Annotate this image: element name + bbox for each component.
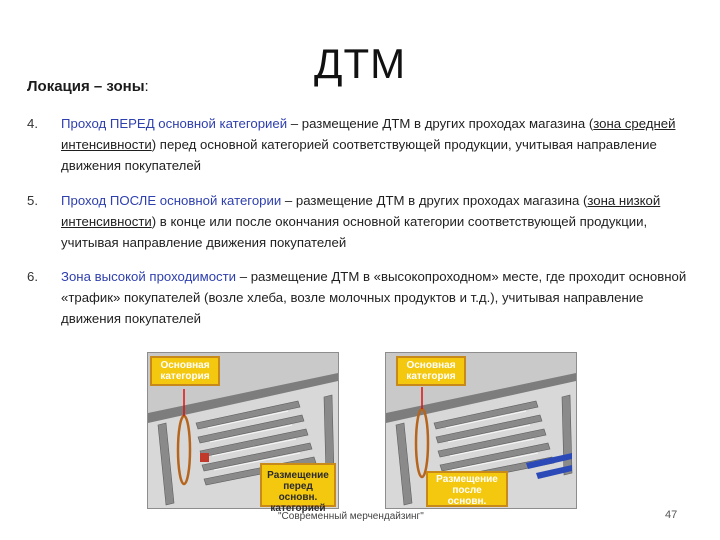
list-item bbox=[27, 113, 697, 176]
label-main-category: Основная категория bbox=[396, 356, 466, 386]
label-main-category: Основная категория bbox=[150, 356, 220, 386]
store-plan-left bbox=[147, 352, 339, 514]
item-tail: ) перед основной категорией соответствующей продукции, учитывая направление движения покупателей bbox=[61, 137, 657, 173]
footer-text: "Современный мерчендайзинг" bbox=[278, 511, 424, 522]
list-item bbox=[27, 266, 697, 329]
item-lead: Проход ПОСЛЕ основной категории bbox=[61, 193, 282, 208]
item-mid: – размещение ДТМ в других проходах магазина ( bbox=[287, 116, 594, 131]
store-plan-right bbox=[385, 352, 577, 518]
slide-subtitle bbox=[27, 78, 149, 95]
item-lead: Зона высокой проходимости bbox=[61, 269, 237, 284]
placement-marker bbox=[200, 453, 209, 462]
item-zone: зона средней интенсивности bbox=[61, 116, 676, 152]
label-placement-before: Размещение перед основн. категорией bbox=[260, 463, 336, 507]
item-number: 4. bbox=[27, 116, 38, 131]
item-mid: – размещение ДТМ в «высокопроходном» месте, где проходит основной «трафик» покупателей (возле хлеба, возле молочных продуктов и т.д.), учитывая направление движения покупателей bbox=[61, 269, 687, 326]
item-number: 6. bbox=[27, 269, 38, 284]
list-item bbox=[27, 190, 697, 253]
subtitle-text: Локация – зоны bbox=[27, 78, 145, 95]
page-number: 47 bbox=[665, 509, 678, 521]
slide-title: ДТМ bbox=[314, 40, 407, 87]
item-mid: – размещение ДТМ в других проходах магазина ( bbox=[281, 193, 588, 208]
item-tail: ) в конце или после окончания основной категории соответствующей продукции, учитывая направление движения покупателей bbox=[61, 214, 648, 250]
item-zone: зона низкой интенсивности bbox=[61, 193, 661, 229]
item-lead: Проход ПЕРЕД основной категорией bbox=[61, 116, 288, 131]
subtitle-colon: : bbox=[144, 78, 149, 95]
label-placement-after: Размещение после основн. категории bbox=[426, 471, 508, 507]
item-number: 5. bbox=[27, 193, 38, 208]
